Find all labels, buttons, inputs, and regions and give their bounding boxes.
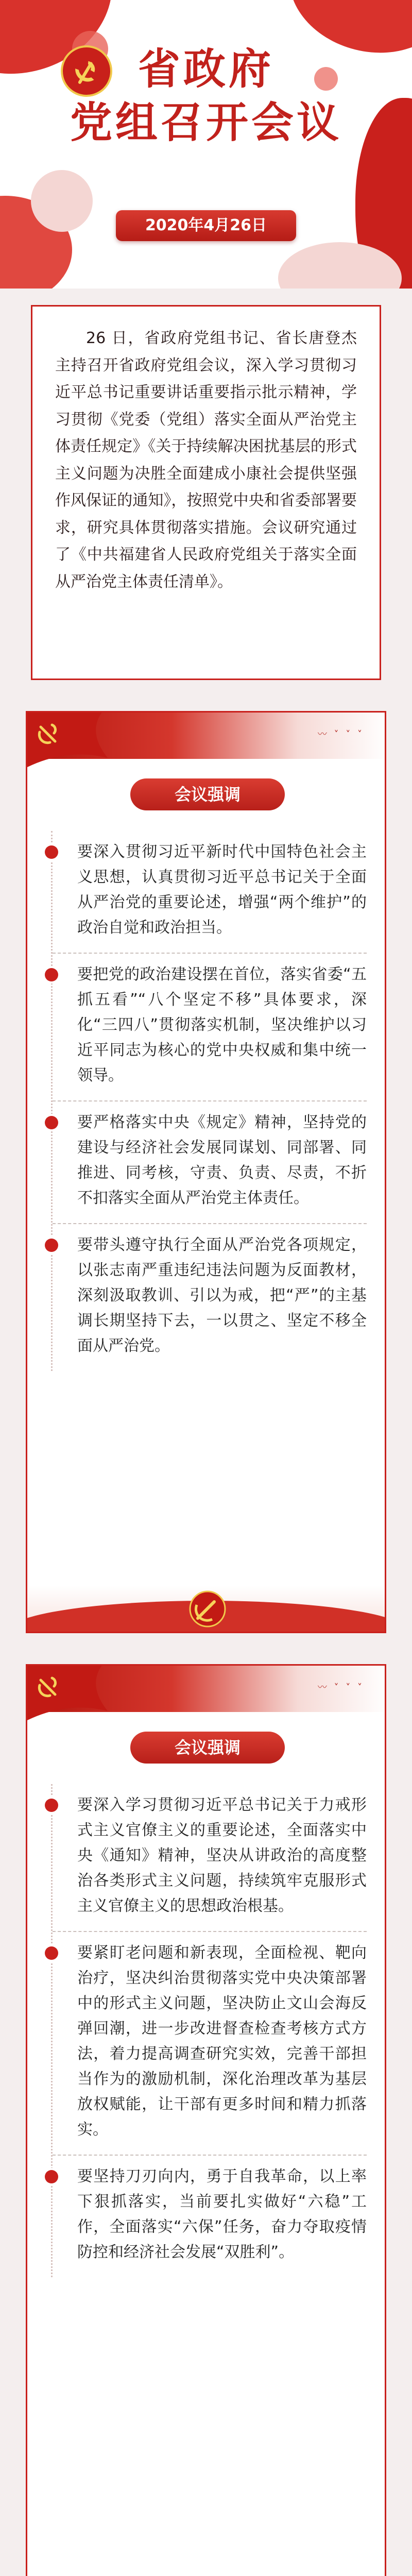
list-item bbox=[53, 1784, 367, 1932]
list-item bbox=[53, 2156, 367, 2277]
list-item bbox=[53, 954, 367, 1101]
bullet-dot-icon bbox=[45, 1116, 58, 1129]
party-flag-icon bbox=[26, 711, 113, 768]
bullet-dot-icon bbox=[45, 845, 58, 859]
title-line-1: 省政府 bbox=[138, 44, 274, 94]
intro-text: 26 日，省政府党组书记、省长唐登杰主持召开省政府党组会议，深入学习贯彻习近平总书记重要讲话重要指示批示精神，学习贯彻《党委（党组）落实全面从严治党主体责任规定》《关于持续解决困扰基层的形式主义问题为决胜全面建成小康社会提供坚强作风保证的通知》，按照党中央和省委部署要求，研究具体贯彻落实措施。会议研究通过了《中共福建省人民政府党组关于落实全面从严治党主体责任清单》。 bbox=[55, 329, 357, 591]
list-item bbox=[53, 1224, 367, 1371]
item-text: 要带头遵守执行全面从严治党各项规定，以张志南严重违纪违法问题为反面教材，深刻汲取教训、引以为戒，把“严”的主基调长期坚持下去，一以贯之、坚定不移全面从严治党。 bbox=[77, 1236, 367, 1355]
intro-box bbox=[31, 305, 381, 680]
party-flag-icon bbox=[26, 1665, 113, 1721]
page-title bbox=[0, 42, 412, 149]
section-heading: 会议强调 bbox=[174, 1738, 241, 1757]
section-heading: 会议强调 bbox=[174, 785, 241, 804]
item-text: 要坚持刀刃向内，勇于自我革命，以上率下狠抓落实，当前要扎实做好“六稳”工作，全面落实“六保”任务，奋力夺取疫情防控和经济社会发展“双胜利”。 bbox=[77, 2167, 367, 2261]
birds-decoration: 〰 ˅ ˅ ˅ bbox=[317, 729, 364, 740]
list-item bbox=[53, 1101, 367, 1224]
section-heading-pill bbox=[130, 778, 285, 810]
header-banner bbox=[0, 0, 412, 289]
item-list bbox=[51, 831, 367, 1371]
party-emblem-icon bbox=[184, 1587, 231, 1629]
item-list bbox=[51, 1784, 367, 2277]
bullet-dot-icon bbox=[45, 968, 58, 981]
bullet-dot-icon bbox=[45, 2170, 58, 2183]
birds-decoration: 〰 ˅ ˅ ˅ bbox=[317, 1682, 364, 1693]
list-item bbox=[53, 1932, 367, 2156]
date-badge bbox=[116, 210, 296, 241]
item-text: 要把党的政治建设摆在首位，落实省委“五抓五看”“八个坚定不移”具体要求，深化“三四八”贯彻落实机制，坚决维护以习近平同志为核心的党中央权威和集中统一领导。 bbox=[77, 965, 367, 1084]
title-line-2: 党组召开会议 bbox=[70, 98, 342, 147]
section-footer-decoration bbox=[27, 1585, 386, 1632]
bullet-dot-icon bbox=[45, 1946, 58, 1960]
bullet-dot-icon bbox=[45, 1239, 58, 1252]
list-item bbox=[53, 831, 367, 954]
item-text: 要严格落实中央《规定》精神，坚持党的建设与经济社会发展同谋划、同部署、同推进、同考核，守责、负责、尽责，不折不扣落实全面从严治党主体责任。 bbox=[77, 1113, 367, 1207]
ink-splash bbox=[31, 170, 93, 232]
item-text: 要紧盯老问题和新表现，全面检视、靶向治疗，坚决纠治贯彻落实党中央决策部署中的形式主义问题，坚决防止文山会海反弹回潮，进一步改进督查检查考核方式方法，着力提高调查研究实效，完善干部担当作为的激励机制，深化治理改革为基层放权赋能，让干部有更多时间和精力抓落实。 bbox=[77, 1944, 367, 2139]
meeting-emphasis-section-1 bbox=[26, 711, 386, 1633]
item-text: 要深入学习贯彻习近平总书记关于力戒形式主义官僚主义的重要论述，全面落实中央《通知》精神，坚决从讲政治的高度整治各类形式主义问题，持续筑牢克服形式主义官僚主义的思想政治根基。 bbox=[77, 1796, 367, 1915]
bullet-dot-icon bbox=[45, 1799, 58, 1812]
date-text: 2020年4月26日 bbox=[145, 216, 267, 234]
meeting-emphasis-section-2 bbox=[26, 1664, 386, 2576]
section-heading-pill bbox=[130, 1732, 285, 1764]
item-text: 要深入贯彻习近平新时代中国特色社会主义思想，认真贯彻习近平总书记关于全面从严治党的重要论述，增强“两个维护”的政治自觉和政治担当。 bbox=[77, 843, 367, 937]
